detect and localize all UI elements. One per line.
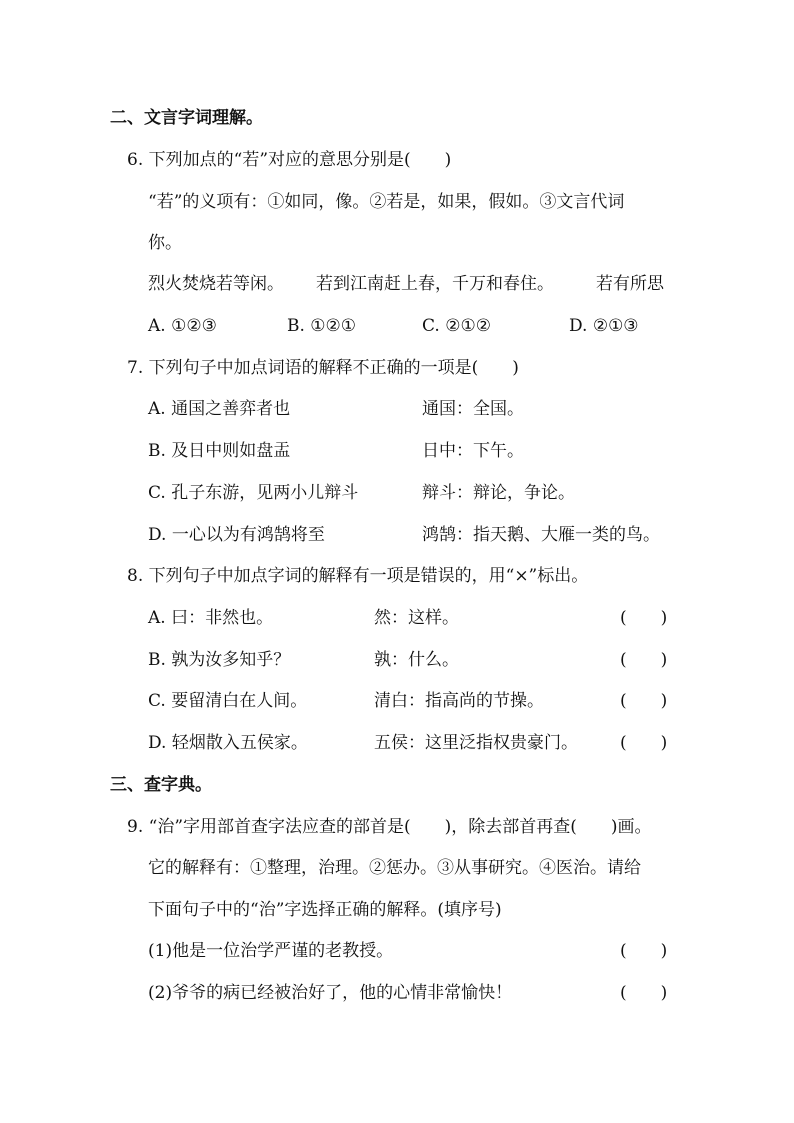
q8-row-c-answer-blank[interactable]: ( ) <box>620 691 668 711</box>
q9-item-1-answer-blank[interactable]: ( ) <box>620 941 668 961</box>
q6-option-a: A. ①②③ <box>148 316 217 336</box>
q9-item-2-answer-blank[interactable]: ( ) <box>620 983 668 1003</box>
q8-row-a-answer-blank[interactable]: ( ) <box>620 608 668 628</box>
q8-row-c-explain: 清白：指高尚的节操。 <box>374 691 544 711</box>
q6-option-d: D. ②①③ <box>569 316 639 336</box>
q8-row-d-sentence: D. 轻烟散入五侯家。 <box>148 733 308 753</box>
q8-row-d-answer-blank[interactable]: ( ) <box>620 733 668 753</box>
q8-row-d-explain: 五侯：这里泛指权贵豪门。 <box>374 733 578 753</box>
q9-line2: 它的解释有：①整理，治理。②惩办。③从事研究。④医治。请给 <box>148 858 641 878</box>
q7-row-d-explain: 鸿鹄：指天鹅、大雁一类的鸟。 <box>422 525 660 545</box>
q8-row-b-sentence: B. 孰为汝多知乎？ <box>148 650 291 670</box>
q6-stem: 6. 下列加点的“若”对应的意思分别是( ) <box>127 150 452 170</box>
q7-row-d-sentence: D. 一心以为有鸿鹄将至 <box>148 525 325 545</box>
q7-row-b-sentence: B. 及日中则如盘盂 <box>148 441 291 461</box>
q6-sentence-1: 烈火焚烧若等闲。 <box>148 274 284 294</box>
q8-row-a-explain: 然：这样。 <box>374 608 459 628</box>
q6-option-c: C. ②①② <box>422 316 491 336</box>
q6-meanings-line1: “若”的义项有：①如同，像。②若是，如果，假如。③文言代词 <box>148 192 625 212</box>
section-heading-2: 二、文言字词理解。 <box>110 108 263 128</box>
q7-row-a-sentence: A. 通国之善弈者也 <box>148 399 291 419</box>
q7-row-c-explain: 辩斗：辩论，争论。 <box>422 483 575 503</box>
q8-row-a-sentence: A. 曰：非然也。 <box>148 608 274 628</box>
q6-option-b: B. ①②① <box>287 316 357 336</box>
q9-item-1: (1)他是一位治学严谨的老教授。 <box>148 941 394 961</box>
q7-stem: 7. 下列句子中加点词语的解释不正确的一项是( ) <box>127 358 519 378</box>
q8-row-b-answer-blank[interactable]: ( ) <box>620 650 668 670</box>
q6-sentence-2: 若到江南赶上春，千万和春住。 <box>316 274 554 294</box>
section-heading-3: 三、查字典。 <box>110 775 212 795</box>
q6-meanings-line2: 你。 <box>148 233 182 253</box>
q8-row-c-sentence: C. 要留清白在人间。 <box>148 691 308 711</box>
q8-stem: 8. 下列句子中加点字词的解释有一项是错误的，用“×”标出。 <box>127 566 589 586</box>
q7-row-a-explain: 通国：全国。 <box>422 399 524 419</box>
q7-row-c-sentence: C. 孔子东游，见两小儿辩斗 <box>148 483 359 503</box>
q9-line3: 下面句子中的“治”字选择正确的解释。(填序号) <box>148 900 502 920</box>
q9-line1: 9. “治”字用部首查字法应查的部首是( )，除去部首再查( )画。 <box>127 817 652 837</box>
q9-item-2: (2)爷爷的病已经被治好了，他的心情非常愉快！ <box>148 983 513 1003</box>
q8-row-b-explain: 孰：什么。 <box>374 650 459 670</box>
q7-row-b-explain: 日中：下午。 <box>422 441 524 461</box>
q6-sentence-3: 若有所思 <box>596 274 664 294</box>
